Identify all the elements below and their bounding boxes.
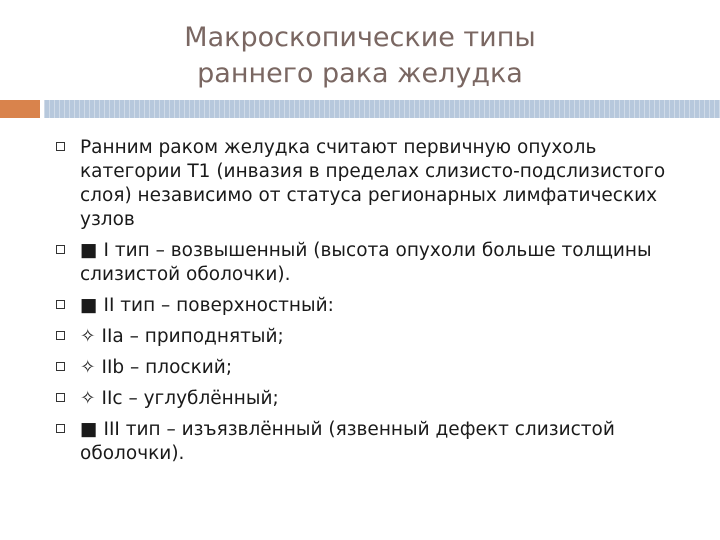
bullet-list (56, 136, 696, 473)
square-bullet-icon (56, 393, 65, 402)
square-bullet-icon (56, 424, 65, 433)
list-item (56, 418, 696, 466)
item-text: II тип – поверхностный: (103, 295, 334, 316)
list-item (56, 239, 696, 287)
list-item (56, 387, 696, 411)
list-item (56, 136, 696, 232)
slide-title-line-1: Макроскопические типы (184, 22, 536, 53)
filled-square-icon: ■ (80, 419, 98, 440)
item-text: IIc – углублённый; (101, 388, 279, 409)
list-item (56, 325, 696, 349)
filled-square-icon: ■ (80, 295, 98, 316)
slide-title (0, 20, 720, 92)
square-bullet-icon (56, 331, 65, 340)
item-text: IIa – приподнятый; (101, 326, 284, 347)
square-bullet-icon (56, 362, 65, 371)
accent-bar (0, 100, 40, 118)
item-text: IIb – плоский; (101, 357, 233, 378)
slide-title-line-2: раннего рака желудка (197, 58, 523, 89)
square-bullet-icon (56, 300, 65, 309)
sparkle-icon: ✧ (80, 357, 96, 378)
item-text: III тип – изъязвлённый (язвенный дефект слизистой оболочки). (80, 419, 615, 464)
list-item (56, 356, 696, 380)
sparkle-icon: ✧ (80, 326, 96, 347)
header-band (44, 100, 720, 118)
item-text: I тип – возвышенный (высота опухоли больше толщины слизистой оболочки). (80, 240, 652, 285)
item-text: Ранним раком желудка считают первичную опухоль категории Т1 (инвазия в пределах слизисто-подслизистого слоя) независимо от статуса регионарных лимфатических узлов (80, 137, 666, 230)
sparkle-icon: ✧ (80, 388, 96, 409)
filled-square-icon: ■ (80, 240, 98, 261)
square-bullet-icon (56, 245, 65, 254)
square-bullet-icon (56, 142, 65, 151)
list-item (56, 294, 696, 318)
